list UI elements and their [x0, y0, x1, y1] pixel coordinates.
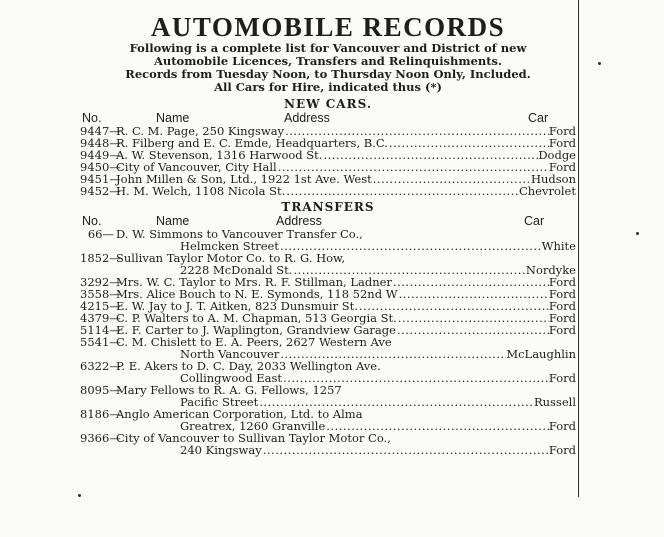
- record-row: [80, 336, 576, 348]
- transfers-list: [80, 228, 576, 456]
- record-text: R. Filberg and E. C. Emde, Headquarters, B.C.: [116, 136, 388, 150]
- record-text: Pacific Street: [180, 395, 259, 409]
- record-number: [80, 444, 114, 456]
- leader-dots: [396, 324, 549, 336]
- record-number: 8095—: [80, 383, 121, 397]
- record-text: E. W. Jay to J. T. Aitken, 823 Dunsmuir St.: [116, 299, 358, 313]
- record-text: City of Vancouver, City Hall: [116, 160, 277, 174]
- record-text: 240 Kingsway: [180, 443, 262, 457]
- intro-line: Following is a complete list for Vancouver and District of new: [129, 41, 527, 55]
- leader-dots: [262, 444, 549, 456]
- record-number: 9366—: [80, 431, 121, 445]
- leader-dots: [285, 185, 519, 197]
- col-car-header: Car: [528, 111, 549, 125]
- col-no-header: No.: [82, 111, 102, 125]
- intro-block: [80, 42, 576, 94]
- record-car: Ford: [548, 371, 576, 385]
- record-number: 9452—: [80, 184, 121, 198]
- record-row: [80, 185, 576, 197]
- record-text: R. C. M. Page, 250 Kingsway: [116, 124, 285, 138]
- record-text: Greatrex, 1260 Granville: [180, 419, 326, 433]
- record-number: 9447—: [80, 124, 121, 138]
- record-row: [80, 408, 576, 420]
- intro-line: Automobile Licences, Transfers and Relinquishments.: [153, 54, 503, 68]
- record-car: McLaughlin: [506, 347, 576, 361]
- print-speck: [636, 232, 639, 235]
- record-text: E. F. Carter to J. Waplington, Grandview Garage: [116, 323, 396, 337]
- record-number: 66—: [87, 227, 114, 241]
- record-text: North Vancouver: [180, 347, 280, 361]
- record-number: 1852—: [80, 251, 121, 265]
- column-rule: [578, 0, 579, 497]
- col-address-header: Address: [276, 214, 322, 228]
- record-text: A. W. Stevenson, 1316 Harwood St.: [116, 148, 323, 162]
- leader-dots: [322, 149, 538, 161]
- record-car: Chevrolet: [518, 184, 576, 198]
- record-row: [80, 252, 576, 264]
- record-car: Ford: [548, 275, 576, 289]
- leader-dots: [392, 276, 549, 288]
- record-car: Dodge: [538, 148, 576, 162]
- record-text: John Millen & Son, Ltd., 1922 1st Ave. West: [116, 172, 372, 186]
- record-text: D. W. Simmons to Vancouver Transfer Co.,: [116, 227, 363, 241]
- record-number: 9449—: [80, 148, 121, 162]
- record-row: [80, 384, 576, 396]
- record-car: Ford: [548, 311, 576, 325]
- record-row: [80, 432, 576, 444]
- col-name-header: Name: [156, 214, 190, 228]
- record-number: 9450—: [80, 160, 121, 174]
- new-cars-column-headers: [80, 111, 576, 125]
- record-text: Anglo American Corporation, Ltd. to Alma: [116, 407, 363, 421]
- record-number: 4379—: [80, 311, 121, 325]
- record-car: Ford: [548, 443, 576, 457]
- new-cars-heading: NEW CARS.: [283, 97, 373, 111]
- col-address-header: Address: [284, 111, 330, 125]
- col-name-header: Name: [156, 111, 190, 125]
- leader-dots: [397, 312, 549, 324]
- record-text: Helmcken Street: [180, 239, 279, 253]
- record-number: 3292—: [80, 275, 121, 289]
- record-car: Ford: [548, 323, 576, 337]
- intro-line: All Cars for Hire, indicated thus (*): [214, 80, 442, 94]
- record-text: Sullivan Taylor Motor Co. to R. G. How,: [116, 251, 346, 265]
- print-speck: [78, 494, 81, 497]
- record-row: [80, 444, 576, 456]
- record-text: Collingwood East: [180, 371, 283, 385]
- record-car: Russell: [533, 395, 576, 409]
- record-number: 8186—: [80, 407, 121, 421]
- transfers-column-headers: [80, 214, 576, 228]
- record-number: 5541—: [80, 335, 121, 349]
- record-car: Ford: [548, 160, 576, 174]
- record-car: Ford: [548, 136, 576, 150]
- transfers-heading: TRANSFERS: [281, 200, 375, 214]
- record-text: Mrs. W. C. Taylor to Mrs. R. F. Stillman, Ladner: [116, 275, 392, 289]
- page-title: AUTOMOBILE RECORDS: [150, 12, 506, 42]
- print-speck: [598, 62, 601, 65]
- record-car: Hudson: [530, 172, 576, 186]
- record-text: 2228 McDonald St.: [180, 263, 293, 277]
- record-number: 5114—: [80, 323, 121, 337]
- col-car-header: Car: [524, 214, 545, 228]
- record-number: 3558—: [80, 287, 121, 301]
- record-car: Ford: [548, 419, 576, 433]
- record-car: Ford: [548, 287, 576, 301]
- leader-dots: [388, 137, 549, 149]
- records-column: [80, 6, 576, 456]
- record-car: White: [541, 239, 576, 253]
- record-text: C. M. Chislett to E. A. Peers, 2627 Western Ave: [116, 335, 392, 349]
- record-number: 4215—: [80, 299, 121, 313]
- record-text: City of Vancouver to Sullivan Taylor Motor Co.,: [116, 431, 391, 445]
- record-number: 9451—: [80, 172, 121, 186]
- record-row: [80, 228, 576, 240]
- record-number: 9448—: [80, 136, 121, 150]
- intro-line: Records from Tuesday Noon, to Thursday Noon Only, Included.: [125, 67, 531, 81]
- leader-dots: [372, 173, 531, 185]
- record-text: Mary Fellows to R. A. G. Fellows, 1257: [116, 383, 342, 397]
- record-row: [80, 360, 576, 372]
- record-car: Ford: [548, 124, 576, 138]
- leader-dots: [398, 288, 549, 300]
- new-cars-list: [80, 125, 576, 197]
- record-text: P. E. Akers to D. C. Day, 2033 Wellington Ave.: [116, 359, 381, 373]
- record-text: C. P. Walters to A. M. Chapman, 513 Georgia St.: [116, 311, 397, 325]
- record-text: H. M. Welch, 1108 Nicola St.: [116, 184, 286, 198]
- record-text: Mrs. Alice Bouch to N. E. Symonds, 118 52nd W: [116, 287, 398, 301]
- record-car: Nordyke: [525, 263, 576, 277]
- col-no-header: No.: [82, 214, 102, 228]
- record-car: Ford: [548, 299, 576, 313]
- record-number: 6322—: [80, 359, 121, 373]
